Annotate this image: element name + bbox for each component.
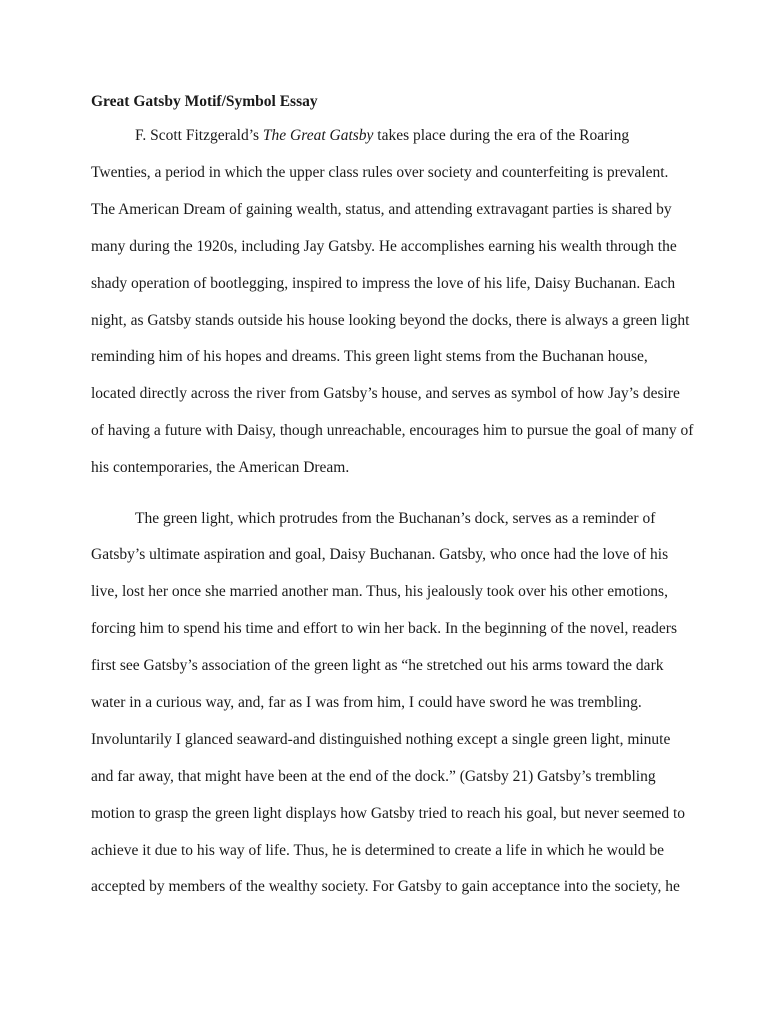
paragraph-1-line: many during the 1920s, including Jay Gatsby. He accomplishes earning his wealth through the — [91, 238, 677, 255]
paragraph-1-line-1-end: takes place during the era of the Roaring — [373, 127, 630, 144]
paragraph-2-line: and far away, that might have been at the end of the dock.” (Gatsby 21) Gatsby’s trembling — [91, 768, 656, 785]
paragraph-1-line: his contemporaries, the American Dream. — [91, 459, 350, 476]
paragraph-2-line: live, lost her once she married another man. Thus, his jealously took over his other emotions, — [91, 583, 668, 600]
paragraph-2-line: motion to grasp the green light displays how Gatsby tried to reach his goal, but never seemed to — [91, 805, 686, 822]
paragraph-2-line: Gatsby’s ultimate aspiration and goal, Daisy Buchanan. Gatsby, who once had the love of his — [91, 546, 669, 563]
paragraph-2-line: The green light, which protrudes from the Buchanan’s dock, serves as a reminder of — [135, 510, 656, 527]
paragraph-1-line: The American Dream of gaining wealth, status, and attending extravagant parties is shared by — [91, 201, 672, 218]
paragraph-1-line: located directly across the river from Gatsby’s house, and serves as symbol of how Jay’s desire — [91, 385, 680, 402]
paragraph-2-line: Involuntarily I glanced seaward-and distinguished nothing except a single green light, minute — [91, 731, 671, 748]
paragraph-1-line: reminding him of his hopes and dreams. This green light stems from the Buchanan house, — [91, 348, 648, 365]
essay-title: Great Gatsby Motif/Symbol Essay — [91, 93, 318, 110]
paragraph-1-line-1-start: F. Scott Fitzgerald’s — [135, 127, 263, 144]
paragraph-1-line: night, as Gatsby stands outside his house looking beyond the docks, there is always a green light — [91, 312, 690, 329]
paragraph-2-line: forcing him to spend his time and effort to win her back. In the beginning of the novel, readers — [91, 620, 677, 637]
paragraph-2-line: first see Gatsby’s association of the green light as “he stretched out his arms toward the dark — [91, 657, 664, 674]
paragraph-1-line: shady operation of bootlegging, inspired to impress the love of his life, Daisy Buchanan. Each — [91, 275, 676, 292]
book-title-italic: The Great Gatsby — [262, 127, 374, 144]
paragraph-1-line: of having a future with Daisy, though unreachable, encourages him to pursue the goal of many of — [91, 422, 694, 439]
paragraph-2-line: accepted by members of the wealthy society. For Gatsby to gain acceptance into the society, he — [91, 878, 680, 895]
paragraph-1-line-1 — [135, 126, 629, 146]
paragraph-1-line: Twenties, a period in which the upper class rules over society and counterfeiting is prevalent. — [91, 164, 669, 181]
paragraph-2-line: achieve it due to his way of life. Thus, he is determined to create a life in which he would be — [91, 842, 665, 859]
paragraph-2-line: water in a curious way, and, far as I was from him, I could have sword he was trembling. — [91, 694, 642, 711]
